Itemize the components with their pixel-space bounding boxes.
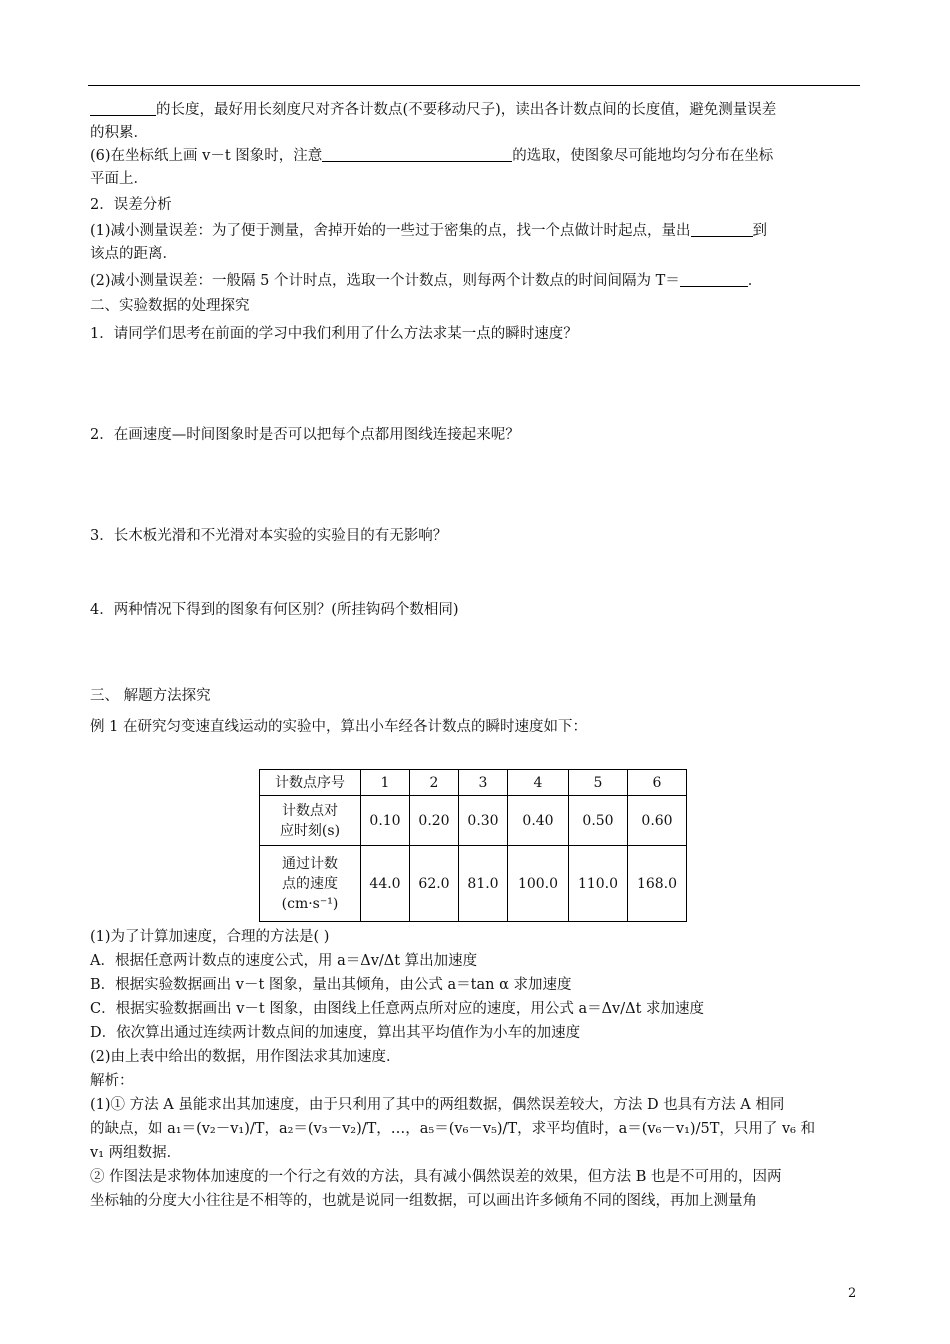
text-line: 的积累． <box>90 125 148 141</box>
blank <box>691 221 753 237</box>
analysis-text: ② 作图法是求物体加速度的一个行之有效的方法，具有减小偶然误差的效果，但方法 B 也是不可用的，因两 <box>90 1169 782 1185</box>
table-row <box>260 846 687 922</box>
table-cell: 1 <box>361 770 410 796</box>
analysis-heading: 解析： <box>90 1073 134 1089</box>
question-part: (2)由上表中给出的数据，用作图法求其加速度． <box>90 1049 401 1065</box>
example-title: 例 1 在研究匀变速直线运动的实验中，算出小车经各计数点的瞬时速度如下： <box>90 719 587 735</box>
table-header: 计数点序号 <box>260 770 361 796</box>
text-line: (1)减小测量误差：为了便于测量，舍掉开始的一些过于密集的点，找一个点做计时起点，量出 到 <box>90 223 768 239</box>
table-cell: 0.30 <box>459 796 508 846</box>
analysis-text: v₁ 两组数据． <box>90 1145 182 1161</box>
page-number: 2 <box>848 1286 857 1301</box>
option-b: B．根据实验数据画出 v－t 图象，量出其倾角，由公式 a＝tan α 求加速度 <box>90 977 572 993</box>
text-line: 的长度，最好用长刻度尺对齐各计数点(不要移动尺子)，读出各计数点间的长度值，避免测量误差 <box>90 100 862 121</box>
table-cell: 2 <box>410 770 459 796</box>
table-cell: 62.0 <box>410 846 459 922</box>
table-cell: 6 <box>628 770 687 796</box>
text-line: 平面上． <box>90 171 148 187</box>
table-cell: 5 <box>569 770 628 796</box>
table-cell: 0.10 <box>361 796 410 846</box>
table-cell: 0.60 <box>628 796 687 846</box>
table-cell: 44.0 <box>361 846 410 922</box>
question-part: (1)为了计算加速度，合理的方法是( ) <box>90 929 330 945</box>
analysis-text: 的缺点，如 a₁＝(v₂－v₁)/T，a₂＝(v₃－v₂)/T，…，a₅＝(v₆－v₅)/T，求平均值时，a＝(v₆－v₁)/5T，只用了 v₆ 和 <box>90 1121 816 1137</box>
question: 1．请同学们思考在前面的学习中我们利用了什么方法求某一点的瞬时速度？ <box>90 326 578 342</box>
question: 3．长木板光滑和不光滑对本实验的实验目的有无影响？ <box>90 528 448 544</box>
section-heading: 二、实验数据的处理探究 <box>90 298 250 314</box>
blank <box>90 100 156 116</box>
table-cell: 100.0 <box>508 846 569 922</box>
table-row-label: 计数点对 应时刻(s) <box>260 796 361 846</box>
table-cell: 4 <box>508 770 569 796</box>
header-rule <box>88 85 860 86</box>
table-row <box>260 796 687 846</box>
table-row <box>260 770 687 796</box>
text-line: (2)减小测量误差：一般隔 5 个计时点，选取一个计数点，则每两个计数点的时间间隔为 T＝ ． <box>90 273 763 289</box>
analysis-text: 坐标轴的分度大小往往是不相等的，也就是说同一组数据，可以画出许多倾角不同的图线，再加上测量角 <box>90 1193 757 1209</box>
table-row-label: 通过计数 点的速度 (cm·s⁻¹) <box>260 846 361 922</box>
text-line: (6)在坐标纸上画 v－t 图象时，注意 的选取，使图象尽可能地均匀分布在坐标 <box>90 148 774 164</box>
blank <box>322 146 512 162</box>
data-table <box>259 769 687 922</box>
table-cell: 3 <box>459 770 508 796</box>
table-cell: 81.0 <box>459 846 508 922</box>
text-line: 该点的距离． <box>90 246 177 262</box>
section-heading: 2．误差分析 <box>90 197 172 213</box>
analysis-text: (1)① 方法 A 虽能求出其加速度，由于只利用了其中的两组数据，偶然误差较大，方法 D 也具有方法 A 相同 <box>90 1097 785 1113</box>
question: 2．在画速度—时间图象时是否可以把每个点都用图线连接起来呢？ <box>90 427 520 443</box>
table-cell: 0.50 <box>569 796 628 846</box>
question: 4．两种情况下得到的图象有何区别？(所挂钩码个数相同) <box>90 602 459 618</box>
option-a: A．根据任意两计数点的速度公式，用 a＝Δv/Δt 算出加速度 <box>90 953 478 969</box>
section-heading: 三、 解题方法探究 <box>90 688 211 704</box>
blank <box>680 271 748 287</box>
option-d: D．依次算出通过连续两计数点间的加速度，算出其平均值作为小车的加速度 <box>90 1025 581 1041</box>
option-c: C．根据实验数据画出 v－t 图象，由图线上任意两点所对应的速度，用公式 a＝Δv/Δt 求加速度 <box>90 1001 705 1017</box>
table-cell: 0.20 <box>410 796 459 846</box>
table-cell: 110.0 <box>569 846 628 922</box>
table-cell: 168.0 <box>628 846 687 922</box>
table-cell: 0.40 <box>508 796 569 846</box>
